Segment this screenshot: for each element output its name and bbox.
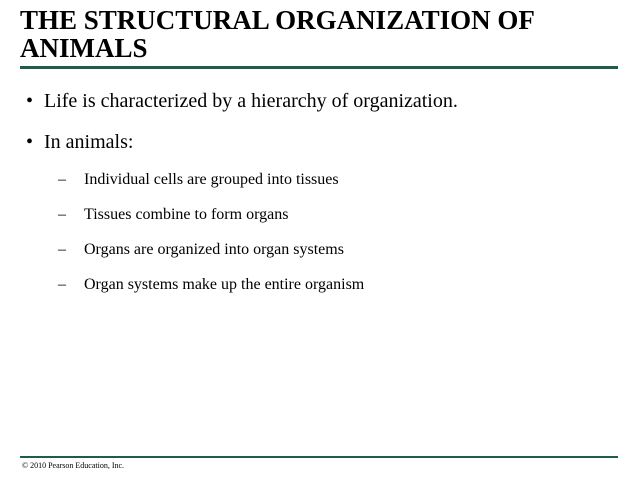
bullet-item	[26, 89, 458, 113]
dash-marker: –	[58, 241, 66, 258]
sub-bullet-item	[58, 205, 288, 225]
dash-marker: –	[58, 276, 66, 293]
slide-title: THE STRUCTURAL ORGANIZATION OF ANIMALS	[20, 5, 534, 63]
sub-bullet-item	[58, 170, 339, 190]
sub-bullet-item	[58, 275, 364, 295]
copyright-footer: © 2010 Pearson Education, Inc.	[22, 461, 125, 470]
bullet-marker: •	[26, 131, 34, 153]
sub-bullet-text: Individual cells are grouped into tissues	[84, 171, 339, 188]
sub-bullet-text: Organ systems make up the entire organism	[84, 276, 365, 293]
footer-divider	[20, 456, 618, 458]
bullet-marker: •	[26, 90, 34, 112]
title-divider	[20, 66, 618, 69]
bullet-text: Life is characterized by a hierarchy of organization.	[44, 90, 458, 112]
sub-bullet-text: Tissues combine to form organs	[84, 206, 289, 223]
sub-bullet-text: Organs are organized into organ systems	[84, 241, 344, 258]
dash-marker: –	[58, 206, 66, 223]
bullet-text: In animals:	[44, 131, 134, 153]
bullet-item	[26, 130, 133, 154]
sub-bullet-item	[58, 240, 344, 260]
dash-marker: –	[58, 171, 66, 188]
